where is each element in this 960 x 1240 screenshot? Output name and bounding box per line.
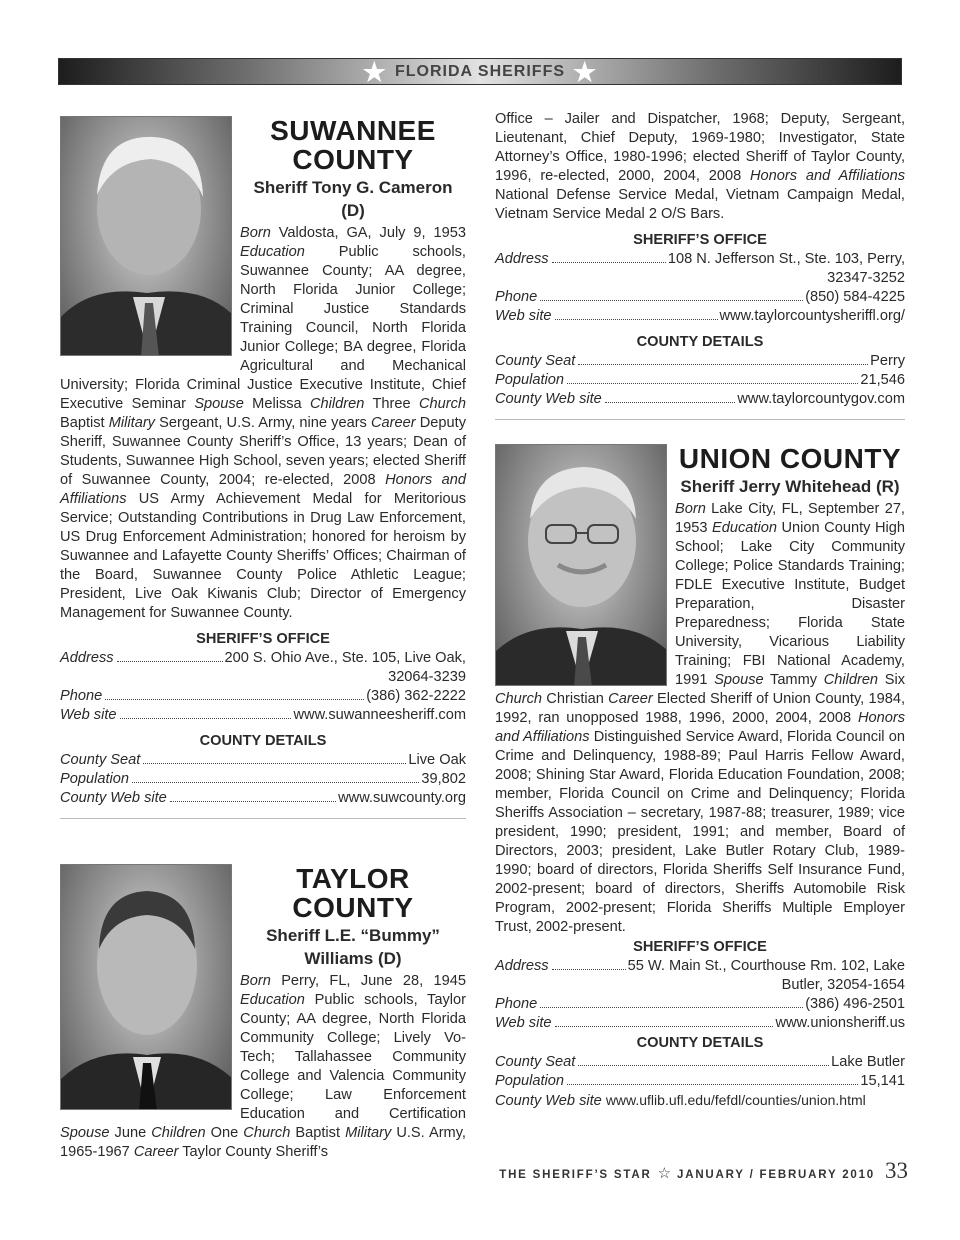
page-footer: [478, 1158, 908, 1188]
address-continued: 32064-3239: [388, 669, 466, 685]
website-row: Web site www.suwanneesheriff.com: [60, 707, 466, 723]
phone-row: Phone (386) 496-2501: [495, 996, 905, 1012]
county-website-row: County Web site www.uflib.ufl.edu/fefdl/counties/union.html: [495, 1092, 866, 1109]
divider: [495, 419, 905, 420]
website-link[interactable]: www.suwanneesheriff.com: [293, 707, 466, 723]
union-county-profile: [495, 444, 905, 1111]
website-link[interactable]: www.taylorcountysheriffl.org/: [719, 308, 905, 324]
phone-row: Phone (850) 584-4225: [495, 289, 905, 305]
website-row: Web site www.unionsheriff.us: [495, 1015, 905, 1031]
county-website-link[interactable]: www.taylorcountygov.com: [737, 391, 905, 407]
taylor-county-profile-continued: [495, 110, 905, 420]
sheriff-biography: Born Valdosta, GA, July 9, 1953 Education Public schools, Suwannee County; AA degree, North Florida Junior College; Criminal Justice Standards Training Council, North Florida Junior College; BA degree, Florida Agricultural and Mechanical University; Florida Criminal Justice Executive Institute, Chief Executive Seminar Spouse Melissa Children Three Church Baptist Military Sergeant, U.S. Army, nine years Career Deputy Sheriff, Suwannee County Sheriff’s Office, 13 years; Dean of Students, Suwannee High School, seven years; elected Sheriff of Suwannee County, 2004; re-elected, 2008 Honors and Affiliations US Army Achievement Medal for Meritorious Service; Outstanding Contributions in Drug Law Enforcement, US Drug Enforcement Administration; honored for heroism by Suwannee and Lafayette County Sheriffs’ Offices; Chairman of the Board, Suwannee County Police Athletic League; President, Live Oak Kiwanis Club; Director of Emergency Management for Suwannee County.: [60, 225, 466, 621]
address-continued: Butler, 32054-1654: [781, 977, 905, 993]
sheriff-name: Sheriff Jerry Whitehead (R): [680, 477, 900, 496]
county-details-heading: COUNTY DETAILS: [636, 334, 764, 350]
sheriff-name: Sheriff Tony G. Cameron (D): [253, 178, 453, 220]
county-website-row: County Web site www.taylorcountygov.com: [495, 391, 905, 407]
website-link[interactable]: www.unionsheriff.us: [775, 1015, 905, 1031]
county-website-link[interactable]: www.suwcounty.org: [338, 790, 466, 806]
divider: [60, 818, 466, 819]
page-number: 33: [885, 1158, 908, 1183]
banner-title: FLORIDA SHERIFFS: [394, 62, 566, 80]
suwannee-county-profile: [60, 116, 466, 819]
sheriff-cameron-portrait: [60, 116, 232, 356]
county-seat-row: County Seat Lake Butler: [495, 1054, 905, 1070]
population-row: Population 39,802: [60, 771, 466, 787]
county-title: TAYLOR COUNTY: [292, 863, 414, 923]
sheriff-name: Sheriff L.E. “Bummy” Williams (D): [266, 926, 440, 968]
county-details-heading: COUNTY DETAILS: [636, 1035, 764, 1051]
address-row: Address 55 W. Main St., Courthouse Rm. 102, Lake: [495, 958, 905, 974]
population-row: Population 21,546: [495, 372, 905, 388]
county-title: SUWANNEE COUNTY: [270, 115, 436, 175]
website-row: Web site www.taylorcountysheriffl.org/: [495, 308, 905, 324]
sheriff-biography: Born Perry, FL, June 28, 1945 Education Public schools, Taylor County; AA degree, North Florida Community College; Lively Vo-Tech; Tallahassee Community College and Valencia Community College; Law Enforcement Education and Certification Spouse June Children One Church Baptist Military U.S. Army, 1965-1967 Career Taylor County Sheriff’s: [60, 973, 466, 1160]
magazine-title: THE SHERIFF’S STAR: [499, 1169, 652, 1181]
star-icon: ★: [573, 56, 598, 87]
county-website-row: County Web site www.suwcounty.org: [60, 790, 466, 806]
county-details-heading: COUNTY DETAILS: [199, 733, 327, 749]
sheriff-williams-portrait: [60, 864, 232, 1110]
county-seat-row: County Seat Live Oak: [60, 752, 466, 768]
county-seat-row: County Seat Perry: [495, 353, 905, 369]
issue-date: JANUARY / FEBRUARY 2010: [677, 1169, 875, 1181]
sheriffs-office-heading: SHERIFF’S OFFICE: [196, 631, 330, 647]
population-row: Population 15,141: [495, 1073, 905, 1089]
address-continued: 32347-3252: [827, 270, 905, 286]
phone-row: Phone (386) 362-2222: [60, 688, 466, 704]
county-website-link[interactable]: www.uflib.ufl.edu/fefdl/counties/union.html: [605, 1092, 866, 1108]
sheriff-whitehead-portrait: [495, 444, 667, 686]
sheriff-biography-continued: Office – Jailer and Dispatcher, 1968; Deputy, Sergeant, Lieutenant, Chief Deputy, 1969-1980; Investigator, State Attorney’s Office, 1980-1996; elected Sheriff of Taylor County, 1996, re-elected, 2000, 2004, 2008 Honors and Affiliations National Defense Service Medal, Vietnam Campaign Medal, Vietnam Service Medal 2 O/S Bars.: [495, 111, 905, 222]
sheriff-biography: Born Lake City, FL, September 27, 1953 Education Union County High School; Lake City Community College; Police Standards Training; FDLE Executive Institute, Budget Preparation, Disaster Preparedness; Florida State University, Vicarious Liability Training; FBI National Academy, 1991 Spouse Tammy Children Six Church Christian Career Elected Sheriff of Union County, 1984, 1992, ran unopposed 1988, 1996, 2000, 2004, 2008 Honors and Affiliations Distinguished Service Award, Florida Council on Crime and Delinquency, 1988-89; Paul Harris Fellow Award, 2008; Shining Star Award, Florida Education Foundation, 2008; member, Florida Council on Crime and Delinquency; Florida Sheriffs Association – secretary, 1987-88; treasurer, 1989; vice president, 1990; president, 1991; and member, Board of Directors, 2003; president, Lake Butler Rotary Club, 1989-1990; board of directors, Florida Sheriffs Self Insurance Fund, 2002-present; board of directors, Sheriffs Automobile Risk Program, 2002-present; Florida Sheriffs Multiple Employer Trust, 2002-present.: [495, 501, 906, 935]
sheriffs-office-heading: SHERIFF’S OFFICE: [633, 939, 767, 955]
sheriffs-office-heading: SHERIFF’S OFFICE: [633, 232, 767, 248]
section-banner: [58, 58, 902, 85]
county-title: UNION COUNTY: [678, 443, 902, 474]
star-icon: ★: [362, 56, 387, 87]
address-row: Address 108 N. Jefferson St., Ste. 103, Perry,: [495, 251, 905, 267]
address-row: Address 200 S. Ohio Ave., Ste. 105, Live Oak,: [60, 650, 466, 666]
taylor-county-profile: [60, 864, 466, 1162]
star-outline-icon: ☆: [657, 1165, 672, 1182]
